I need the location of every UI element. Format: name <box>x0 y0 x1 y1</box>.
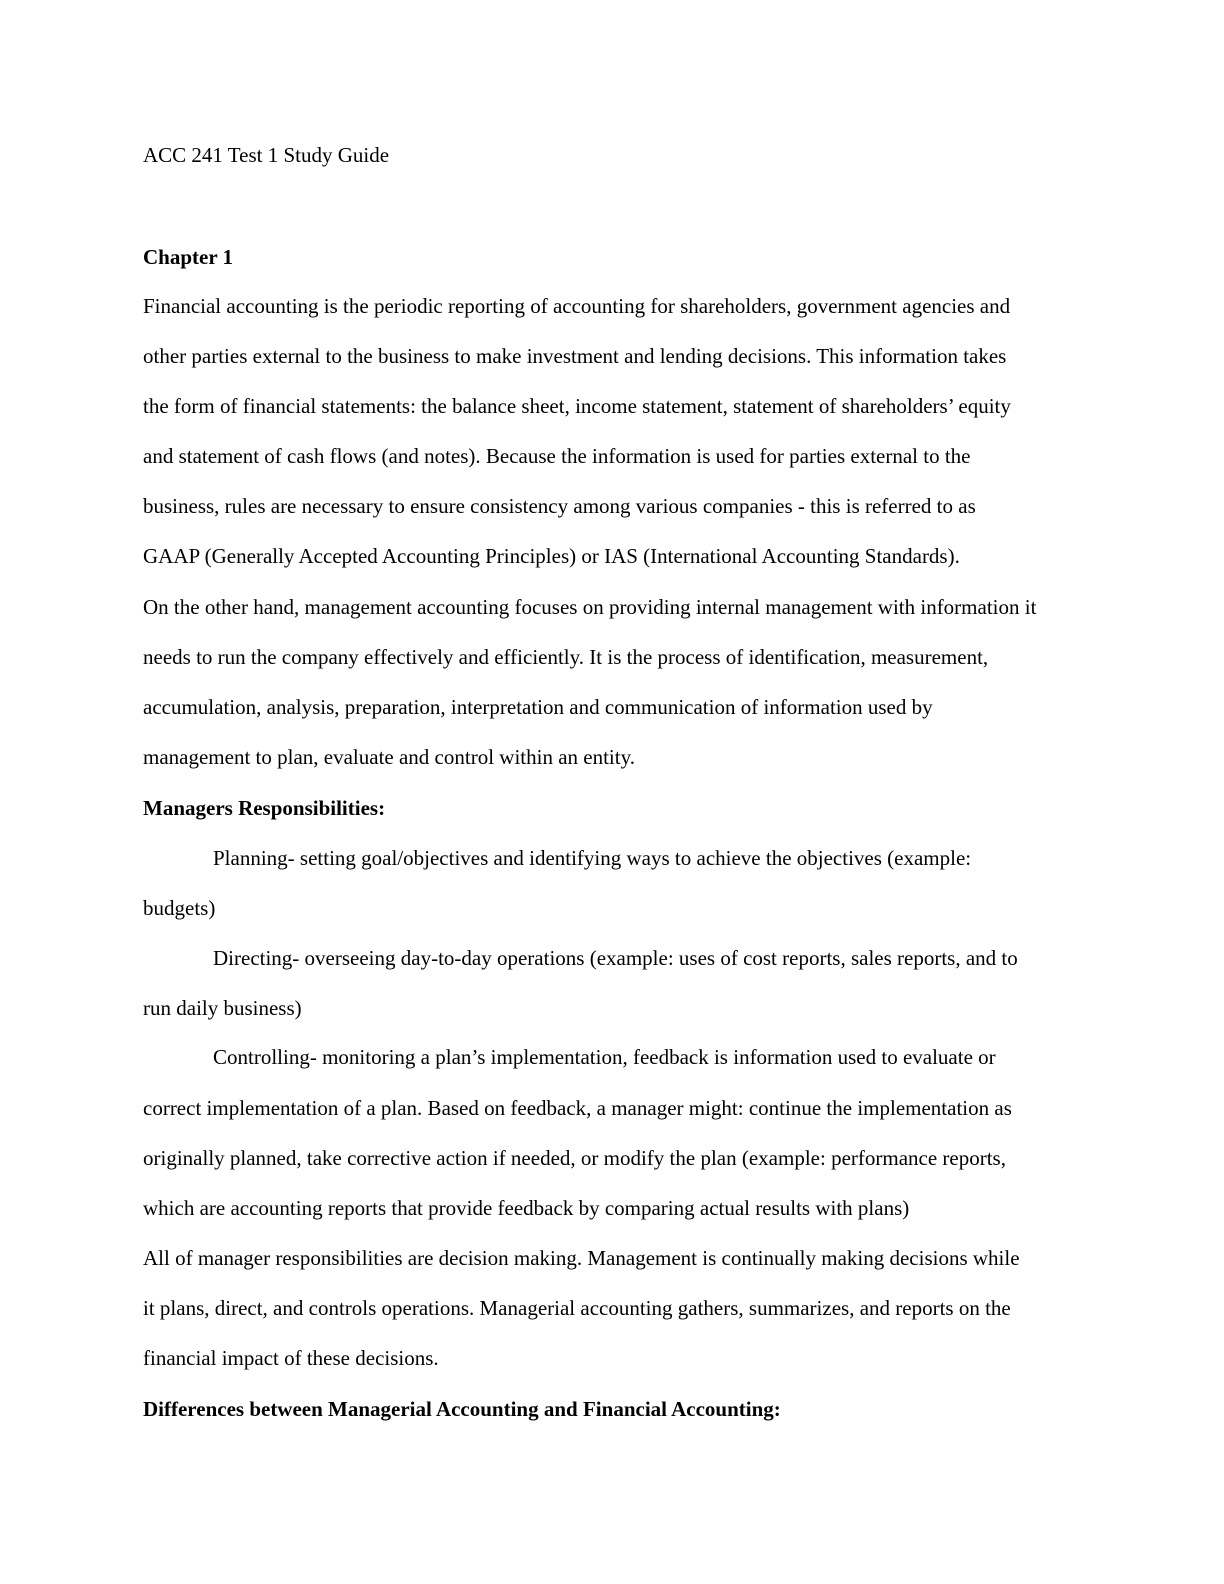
responsibility-line: which are accounting reports that provide feedback by comparing actual results with plans) <box>143 1196 910 1220</box>
intro-line: Financial accounting is the periodic reporting of accounting for shareholders, government agencies and <box>143 294 1011 318</box>
intro-line: other parties external to the business to make investment and lending decisions. This information takes <box>143 344 1007 368</box>
responsibility-line: correct implementation of a plan. Based on feedback, a manager might: continue the implementation as <box>143 1096 1012 1120</box>
responsibility-line: All of manager responsibilities are decision making. Management is continually making decisions while <box>143 1246 1020 1270</box>
responsibility-line: Planning- setting goal/objectives and identifying ways to achieve the objectives (example: <box>213 846 972 870</box>
intro-line: needs to run the company effectively and efficiently. It is the process of identification, measurement, <box>143 645 989 669</box>
intro-line: business, rules are necessary to ensure consistency among various companies - this is referred to as <box>143 494 976 518</box>
responsibility-line: it plans, direct, and controls operations. Managerial accounting gathers, summarizes, and reports on the <box>143 1296 1011 1320</box>
intro-line: GAAP (Generally Accepted Accounting Principles) or IAS (International Accounting Standards). <box>143 544 960 568</box>
responsibility-line: Controlling- monitoring a plan’s implementation, feedback is information used to evaluate or <box>213 1045 996 1069</box>
responsibility-line: budgets) <box>143 896 216 920</box>
document-title: ACC 241 Test 1 Study Guide <box>143 143 390 167</box>
intro-line: accumulation, analysis, preparation, interpretation and communication of information used by <box>143 695 933 719</box>
intro-line: the form of financial statements: the balance sheet, income statement, statement of shareholders’ equity <box>143 394 1011 418</box>
responsibility-line: run daily business) <box>143 996 302 1020</box>
responsibility-line: originally planned, take corrective action if needed, or modify the plan (example: performance reports, <box>143 1146 1006 1170</box>
differences-heading: Differences between Managerial Accounting and Financial Accounting: <box>143 1397 781 1421</box>
chapter-heading: Chapter 1 <box>143 245 234 269</box>
responsibilities-heading: Managers Responsibilities: <box>143 796 386 820</box>
intro-line: On the other hand, management accounting focuses on providing internal management with information it <box>143 595 1037 619</box>
responsibility-line: financial impact of these decisions. <box>143 1346 439 1370</box>
intro-line: and statement of cash flows (and notes). Because the information is used for parties external to the <box>143 444 971 468</box>
intro-line: management to plan, evaluate and control within an entity. <box>143 745 635 769</box>
responsibility-line: Directing- overseeing day-to-day operations (example: uses of cost reports, sales reports, and to <box>213 946 1018 970</box>
